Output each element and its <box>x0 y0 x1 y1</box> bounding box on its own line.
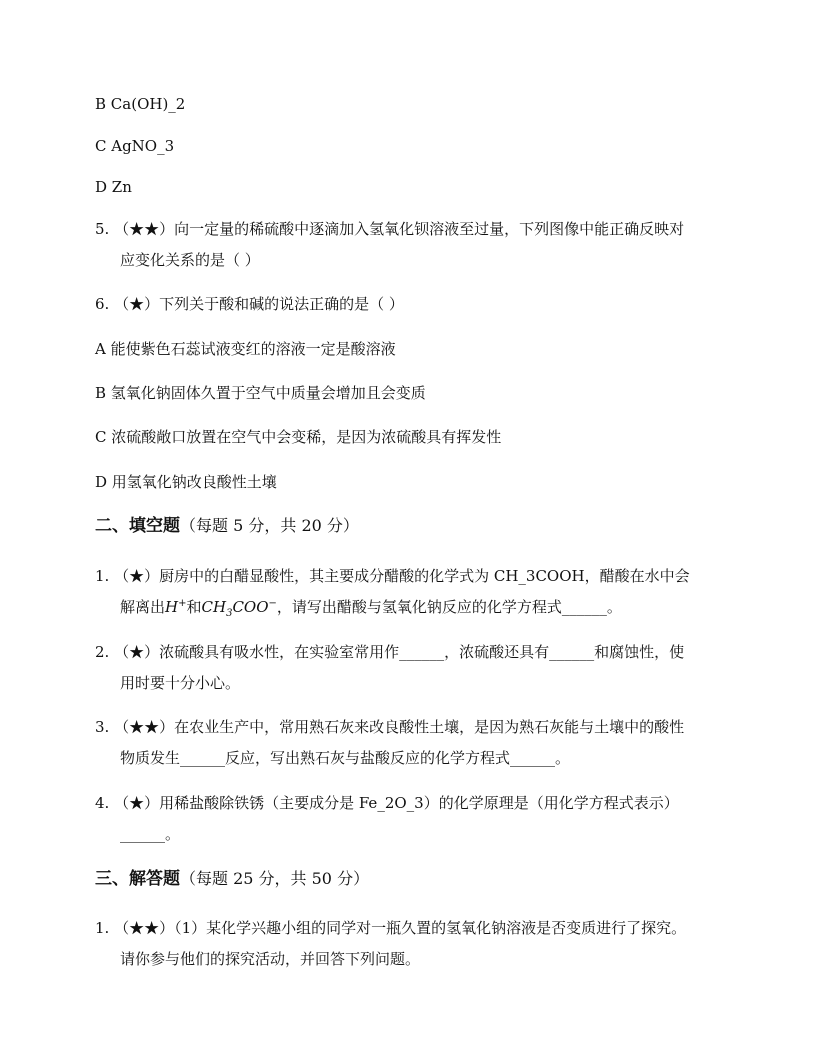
option-b: B Ca(OH)_2 <box>95 95 186 113</box>
fill-3-line-1: 3. （★★）在农业生产中，常用熟石灰来改良酸性土壤，是因为熟石灰能与土壤中的酸性 <box>95 718 685 736</box>
fill-3-line-2: 物质发生______反应，写出熟石灰与盐酸反应的化学方程式______。 <box>120 749 571 767</box>
section-2-heading <box>95 516 359 536</box>
fill-2-line-1: 2. （★）浓硫酸具有吸水性，在实验室常用作______，浓硫酸还具有______和腐蚀性，使 <box>95 643 685 661</box>
fill-4-line-1: 4. （★）用稀盐酸除铁锈（主要成分是 Fe_2O_3）的化学原理是（用化学方程式表示） <box>95 794 679 812</box>
section-3-heading <box>95 869 369 889</box>
solve-1-line-2: 请你参与他们的探究活动，并回答下列问题。 <box>120 950 421 968</box>
fill-1-and: 和 <box>186 598 202 616</box>
ion-acetate: $CH_3COO^-$ <box>201 598 277 619</box>
solve-1-line-1: 1. （★★）（1）某化学兴趣小组的同学对一瓶久置的氢氧化钠溶液是否变质进行了探究。 <box>95 919 687 937</box>
section-2-note: （每题 5 分，共 20 分） <box>180 516 359 535</box>
question-6-stem: 6. （★）下列关于酸和碱的说法正确的是（ ） <box>95 295 404 313</box>
fill-1-text-a: 解离出 <box>120 598 166 616</box>
ion-hydrogen: H+ <box>165 598 187 616</box>
section-3-note: （每题 25 分，共 50 分） <box>180 869 370 888</box>
option-d: D Zn <box>95 178 132 196</box>
question-6-option-b: B 氢氧化钠固体久置于空气中质量会增加且会变质 <box>95 384 426 402</box>
question-5-line-1: 5. （★★）向一定量的稀硫酸中逐滴加入氢氧化钡溶液至过量，下列图像中能正确反映对 <box>95 220 685 238</box>
fill-4-line-2: ______。 <box>120 825 181 843</box>
fill-1-text-b: ，请写出醋酸与氢氧化钠反应的化学方程式______。 <box>276 598 622 616</box>
question-6-option-d: D 用氢氧化钠改良酸性土壤 <box>95 473 277 491</box>
fill-1-line-2 <box>120 597 622 617</box>
section-2-title: 二、填空题 <box>95 516 180 536</box>
option-c: C AgNO_3 <box>95 137 175 155</box>
question-5-line-2: 应变化关系的是（ ） <box>120 251 260 269</box>
question-6-option-a: A 能使紫色石蕊试液变红的溶液一定是酸溶液 <box>95 340 396 358</box>
question-6-option-c: C 浓硫酸敞口放置在空气中会变稀，是因为浓硫酸具有挥发性 <box>95 428 502 446</box>
fill-1-line-1: 1. （★）厨房中的白醋显酸性，其主要成分醋酸的化学式为 CH_3COOH，醋酸在水中会 <box>95 567 690 585</box>
section-3-title: 三、解答题 <box>95 869 180 889</box>
fill-2-line-2: 用时要十分小心。 <box>120 674 241 692</box>
